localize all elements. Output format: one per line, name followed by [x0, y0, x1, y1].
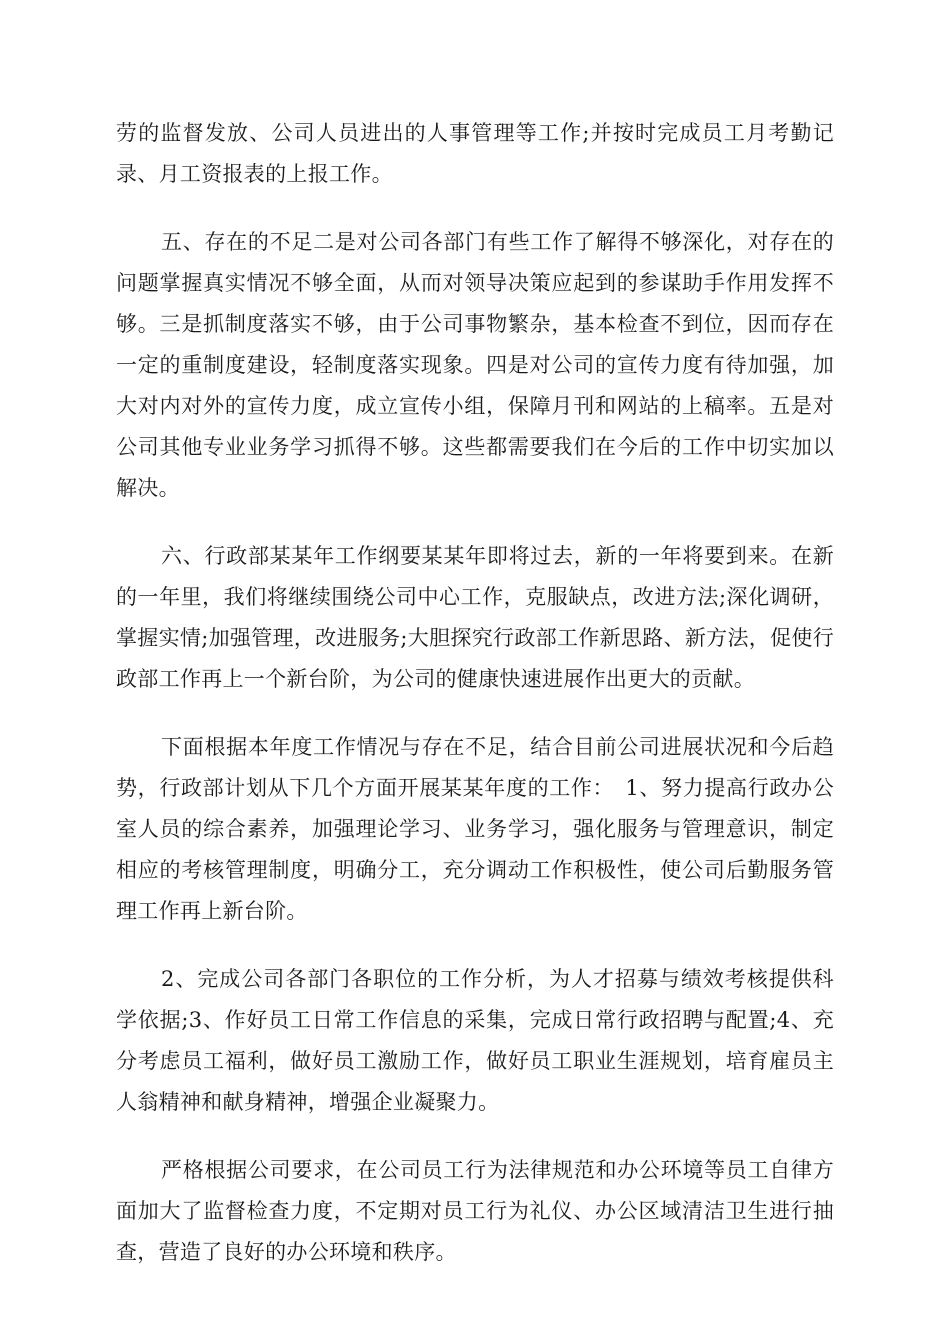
paragraph-continuation: 劳的监督发放、公司人员进出的人事管理等工作;并按时完成员工月考勤记录、月工资报表的上报工作。 [116, 121, 834, 186]
paragraph-shortcomings: 五、存在的不足二是对公司各部门有些工作了解得不够深化，对存在的问题掌握真实情况不够全面，从而对领导决策应起到的参谋助手作用发挥不够。三是抓制度落实不够，由于公司事物繁杂，基本检查不到位，因而存在一定的重制度建设，轻制度落实现象。四是对公司的宣传力度有待加强，加大对内对外的宣传力度，成立宣传小组，保障月刊和网站的上稿率。五是对公司其他专业业务学习抓得不够。这些都需要我们在今后的工作中切实加以解决。 [116, 230, 834, 500]
paragraph-job-analysis: 2、完成公司各部门各职位的工作分析，为人才招募与绩效考核提供科学依据;3、作好员工日常工作信息的采集，完成日常行政招聘与配置;4、充分考虑员工福利，做好员工激励工作，做好员工职业生涯规划，培育雇员主人翁精神和献身精神，增强企业凝聚力。 [116, 967, 834, 1114]
paragraph-plan: 下面根据本年度工作情况与存在不足，结合目前公司进展状况和今后趋势，行政部计划从下几个方面开展某某年度的工作： 1、努力提高行政办公室人员的综合素养，加强理论学习、业务学习，强化服务与管理意识，制定相应的考核管理制度，明确分工，充分调动工作积极性，使公司后勤服务管理工作再上新台阶。 [116, 735, 834, 923]
document-page [116, 113, 834, 1300]
paragraph-work-outline: 六、行政部某某年工作纲要某某年即将过去，新的一年将要到来。在新的一年里，我们将继续围绕公司中心工作，克服缺点，改进方法;深化调研，掌握实情;加强管理，改进服务;大胆探究行政部工作新思路、新方法，促使行政部工作再上一个新台阶，为公司的健康快速进展作出更大的贡献。 [116, 544, 834, 691]
paragraph-supervision: 严格根据公司要求，在公司员工行为法律规范和办公环境等员工自律方面加大了监督检查力度，不定期对员工行为礼仪、办公区域清洁卫生进行抽查，营造了良好的办公环境和秩序。 [116, 1158, 834, 1264]
